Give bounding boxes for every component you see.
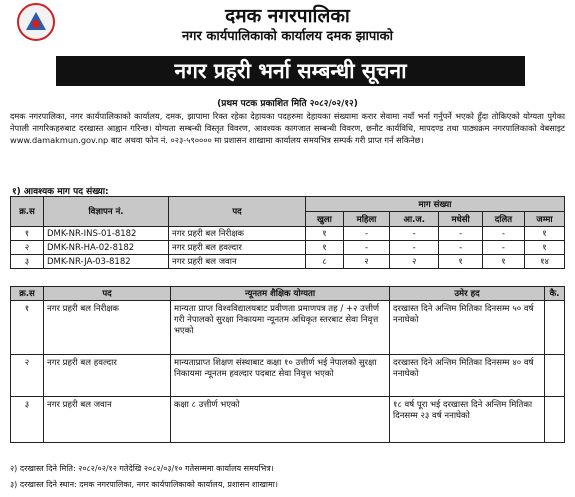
cell-notice-no: DMK-NR-JA-03-8182 xyxy=(44,255,169,269)
cell-dalit: - xyxy=(482,241,524,255)
col-age: उमेर हद xyxy=(390,287,545,301)
footer-application-place: ३) दरखास्त दिने स्थान: दमक नगरपालिका, नगर कार्यपालिकाको कार्यालय, प्रशासन शाखामा। xyxy=(10,480,278,489)
published-date: (प्रथम पटक प्रकाशित मिति २०८२/०२/१२) xyxy=(217,99,358,109)
cell-madhesi: १ xyxy=(439,255,483,269)
cell-female: २ xyxy=(343,255,389,269)
cell-qualification: मान्यताप्राप्त शिक्षण संस्थाबाट कक्षा १० उत्तीर्ण भई नेपालको सुरक्षा निकायमा न्यूनतम हवल्दार पदबाट सेवा निवृत्त भएको xyxy=(171,355,390,397)
col-female: महिला xyxy=(343,212,389,227)
cell-post: नगर प्रहरी बल हवल्दार xyxy=(169,241,306,255)
col-qualification: न्यूनतम शैक्षिक योग्यता xyxy=(171,287,390,301)
cell-age: दरखास्त दिने अन्तिम मितिका दिनसम्म ५० वर्ष ननाघेको xyxy=(390,301,545,355)
col-dalit: दलित xyxy=(482,212,524,227)
col-total: जम्मा xyxy=(524,212,564,227)
cell-notice-no: DMK-NR-INS-01-8182 xyxy=(44,227,169,241)
col-open: खुला xyxy=(306,212,344,227)
cell-post: नगर प्रहरी बल जवान xyxy=(44,397,171,443)
cell-janajati: - xyxy=(390,227,439,241)
table-row xyxy=(11,255,565,269)
footer-application-date: २) दरखास्त दिने मिति: २०८२/०२/१२ गतेदेखि २०८२/०३/१० गतेसम्ममा कार्यालय समयभित्र। xyxy=(10,464,274,473)
cell-madhesi: - xyxy=(439,227,483,241)
notice-title: नगर प्रहरी भर्ना सम्बन्धी सूचना xyxy=(56,56,525,86)
col-remarks: कै. xyxy=(545,287,565,301)
table-row xyxy=(11,227,565,241)
cell-dalit: - xyxy=(482,227,524,241)
cell-post: नगर प्रहरी बल जवान xyxy=(169,255,306,269)
col-sn: क्र.स xyxy=(11,197,44,227)
demand-table xyxy=(10,196,565,269)
cell-qualification: मान्यता प्राप्त विश्वविद्यालयबाट प्रवीणता प्रमाणपत्र तह / +२ उत्तीर्ण गरी नेपालको सुरक्षा निकायमा न्यूनतम अधिकृत स्तरबाट सेवा निवृत्त भएको xyxy=(171,301,390,355)
cell-sn: १ xyxy=(11,301,44,355)
col-madhesi: मधेसी xyxy=(439,212,483,227)
cell-remarks xyxy=(545,397,565,443)
cell-remarks xyxy=(545,355,565,397)
cell-open: ८ xyxy=(306,255,344,269)
cell-open: १ xyxy=(306,241,344,255)
cell-remarks xyxy=(545,301,565,355)
cell-janajati: २ xyxy=(390,255,439,269)
cell-female: - xyxy=(343,241,389,255)
cell-total: १४ xyxy=(524,255,564,269)
col-post: पद xyxy=(169,197,306,227)
col-notice-no: विज्ञापन नं. xyxy=(44,197,169,227)
cell-sn: २ xyxy=(11,355,44,397)
cell-madhesi: - xyxy=(439,241,483,255)
table-row xyxy=(11,397,565,443)
cell-notice-no: DMK-NR-HA-02-8182 xyxy=(44,241,169,255)
col-janajati: आ.ज. xyxy=(390,212,439,227)
qualification-table xyxy=(10,286,565,443)
col-post: पद xyxy=(44,287,171,301)
table-row xyxy=(11,355,565,397)
col-demand: माग संख्या xyxy=(306,197,565,212)
office-name: नगर कार्यपालिकाको कार्यालय दमक झापाको xyxy=(181,29,394,44)
cell-female: - xyxy=(343,227,389,241)
cell-total: १ xyxy=(524,241,564,255)
cell-janajati: - xyxy=(390,241,439,255)
cell-dalit: १ xyxy=(482,255,524,269)
cell-post: नगर प्रहरी बल निरीक्षक xyxy=(44,301,171,355)
cell-age: दरखास्त दिने अन्तिम मितिका दिनसम्म ४० वर्ष ननाघेको xyxy=(390,355,545,397)
cell-sn: १ xyxy=(11,227,44,241)
table-row xyxy=(11,241,565,255)
col-sn: क्र.स xyxy=(11,287,44,301)
org-name: दमक नगरपालिका xyxy=(225,5,350,27)
cell-sn: ३ xyxy=(11,397,44,443)
cell-sn: २ xyxy=(11,241,44,255)
cell-post: नगर प्रहरी बल निरीक्षक xyxy=(169,227,306,241)
cell-sn: ३ xyxy=(11,255,44,269)
cell-open: १ xyxy=(306,227,344,241)
intro-paragraph: दमक नगरपालिका, नगर कार्यपालिकाको कार्यालय, दमक, झापामा रिक्त रहेका देहायका पदहरुमा देहायका संख्यामा करार सेवामा नयाँ भर्ना गर्नुपर्ने भएको हुँदा तोकिएको योग्यता पुगेका नेपाली नागरिकहरुबाट दरखास्त आह्वान गरिन्छ। योग्यता सम्बन्धी विस्तृत विवरण, आवश्यक कागजात सम्बन्धी विवरण, छनौट कार्यविधि, मापदण्ड तथा पाठ्यक्रम नगरपालिकाको वेबसाइट www.damakmun.gov.np बाट अथवा फोन नं. ०२३-५९०००० मा प्रशासन शाखामा कार्यालय समयभित्र सम्पर्क गरी प्राप्त गर्न सकिनेछ। xyxy=(10,111,565,145)
table-row xyxy=(11,301,565,355)
cell-age: १८ वर्ष पूरा भई दरखास्त दिने अन्तिम मितिका दिनसम्म २३ वर्ष ननाघेको xyxy=(390,397,545,443)
cell-total: १ xyxy=(524,227,564,241)
section1-label: १) आवश्यक माग पद संख्या: xyxy=(12,187,109,197)
cell-post: नगर प्रहरी बल हवल्दार xyxy=(44,355,171,397)
cell-qualification: कक्षा ८ उत्तीर्ण भएको xyxy=(171,397,390,443)
